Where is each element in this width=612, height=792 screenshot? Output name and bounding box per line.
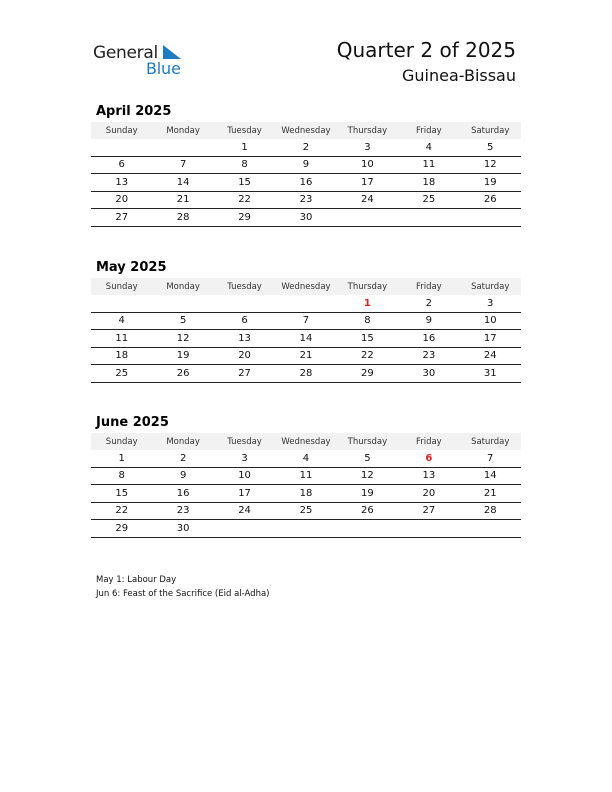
weekday-label: Tuesday [227,281,262,292]
month-title: June 2025 [96,415,169,430]
weekday-label: Monday [166,436,200,447]
week-row [91,192,521,210]
day-cell: 21 [483,487,497,499]
month-title: May 2025 [96,260,167,275]
day-cell: 27 [115,211,129,223]
day-cell: 19 [176,350,190,362]
day-cell: 21 [176,194,190,206]
day-cell: 3 [487,297,494,309]
weekday-label: Friday [415,281,442,292]
month-june [91,413,521,538]
weekday-label: Wednesday [281,125,331,136]
day-cell: 15 [238,176,251,188]
day-cell: 13 [422,470,436,482]
day-cell: 13 [115,176,129,188]
weekday-header [91,278,521,295]
day-cell: 17 [238,487,251,499]
day-cell: 26 [483,194,497,206]
day-cell: 12 [176,332,190,344]
day-cell: 1 [118,452,125,464]
holiday-day-cell: 6 [425,452,433,464]
day-cell: 20 [238,350,251,362]
weekday-label: Thursday [347,281,388,292]
day-cell: 6 [118,159,125,171]
logo-text-general: General [93,43,158,63]
week-row [91,174,521,192]
day-cell: 7 [487,452,494,464]
day-cell: 8 [241,159,248,171]
week-row [91,157,521,175]
holiday-day-cell: 1 [363,297,371,309]
day-cell: 27 [422,505,436,517]
day-cell: 5 [364,452,371,464]
month-april [91,102,521,227]
week-row [91,450,521,468]
day-cell: 20 [115,194,129,206]
weekday-label: Saturday [471,281,510,292]
week-row [91,313,521,331]
day-cell: 2 [179,452,187,464]
week-row [91,139,521,157]
logo-text-blue: Blue [146,59,181,78]
day-cell: 4 [118,315,125,327]
day-cell: 18 [422,176,436,188]
day-cell: 26 [361,505,374,517]
day-cell: 4 [302,452,310,464]
day-cell: 29 [115,522,129,534]
day-cell: 19 [361,487,374,499]
day-cell: 2 [425,297,432,309]
day-cell: 6 [241,315,248,327]
day-cell: 31 [483,367,497,379]
day-cell: 2 [302,141,310,153]
day-cell: 5 [487,141,494,153]
day-cell: 28 [176,211,190,223]
day-cell: 1 [241,141,248,153]
day-cell: 3 [364,141,371,153]
day-cell: 9 [302,159,310,171]
day-cell: 11 [115,332,129,344]
weekday-label: Wednesday [281,281,331,292]
day-cell: 23 [176,505,190,517]
weekday-header [91,122,521,139]
weekday-label: Friday [415,436,442,447]
month-may [91,258,521,383]
day-cell: 15 [115,487,129,499]
day-cell: 8 [364,315,371,327]
weekday-label: Sunday [105,281,138,292]
day-cell: 4 [425,141,432,153]
weekday-label: Sunday [105,125,138,136]
day-cell: 11 [422,159,436,171]
day-cell: 17 [483,332,497,344]
day-cell: 19 [483,176,497,188]
day-cell: 3 [241,452,248,464]
country-name: Guinea-Bissau [401,66,516,85]
weekday-label: Sunday [105,436,138,447]
weekday-header [91,433,521,450]
week-row [91,209,521,227]
holiday-note: May 1: Labour Day [96,575,177,585]
day-cell: 22 [115,505,129,517]
weekday-label: Thursday [347,436,388,447]
day-cell: 5 [179,315,187,327]
weekday-label: Tuesday [227,125,262,136]
day-cell: 10 [483,315,497,327]
day-cell: 30 [176,522,190,534]
day-cell: 12 [361,470,374,482]
day-cell: 28 [299,367,313,379]
day-cell: 15 [361,332,374,344]
day-cell: 10 [361,159,374,171]
day-cell: 25 [422,194,436,206]
day-cell: 18 [115,350,129,362]
day-cell: 14 [299,332,313,344]
weekday-label: Thursday [347,125,388,136]
quarter-title: Quarter 2 of 2025 [336,38,516,62]
day-cell: 18 [299,487,313,499]
weekday-label: Monday [166,281,200,292]
day-cell: 30 [422,367,436,379]
day-cell: 21 [299,350,313,362]
weekday-label: Monday [166,125,200,136]
day-cell: 14 [483,470,497,482]
day-cell: 27 [238,367,251,379]
day-cell: 9 [179,470,187,482]
day-cell: 25 [115,367,129,379]
week-row [91,468,521,486]
day-cell: 30 [299,211,313,223]
day-cell: 23 [422,350,436,362]
day-cell: 29 [361,367,374,379]
day-cell: 8 [118,470,125,482]
day-cell: 16 [422,332,436,344]
week-row [91,365,521,383]
day-cell: 17 [361,176,374,188]
day-cell: 24 [361,194,374,206]
day-cell: 12 [483,159,497,171]
holiday-notes [96,573,270,601]
weekday-label: Friday [415,125,442,136]
weekday-label: Tuesday [227,436,262,447]
day-cell: 24 [483,350,497,362]
holiday-note: Jun 6: Feast of the Sacrifice (Eid al-Adha) [96,589,270,599]
week-row [91,520,521,538]
logo [93,40,193,80]
day-cell: 24 [238,505,251,517]
weekday-label: Wednesday [281,436,331,447]
weekday-label: Saturday [471,125,510,136]
week-row [91,330,521,348]
logo-flag-icon [161,44,183,60]
week-row [91,503,521,521]
weekday-label: Saturday [471,436,510,447]
day-cell: 10 [238,470,251,482]
day-cell: 7 [302,315,310,327]
day-cell: 23 [299,194,313,206]
day-cell: 11 [299,470,313,482]
week-row [91,295,521,313]
day-cell: 16 [299,176,313,188]
day-cell: 9 [425,315,432,327]
day-cell: 29 [238,211,251,223]
week-row [91,485,521,503]
day-cell: 25 [299,505,313,517]
week-row [91,348,521,366]
day-cell: 16 [176,487,190,499]
day-cell: 22 [361,350,374,362]
day-cell: 22 [238,194,251,206]
day-cell: 7 [179,159,187,171]
day-cell: 14 [176,176,190,188]
day-cell: 26 [176,367,190,379]
day-cell: 20 [422,487,436,499]
day-cell: 13 [238,332,251,344]
month-title: April 2025 [96,104,172,119]
day-cell: 28 [483,505,497,517]
